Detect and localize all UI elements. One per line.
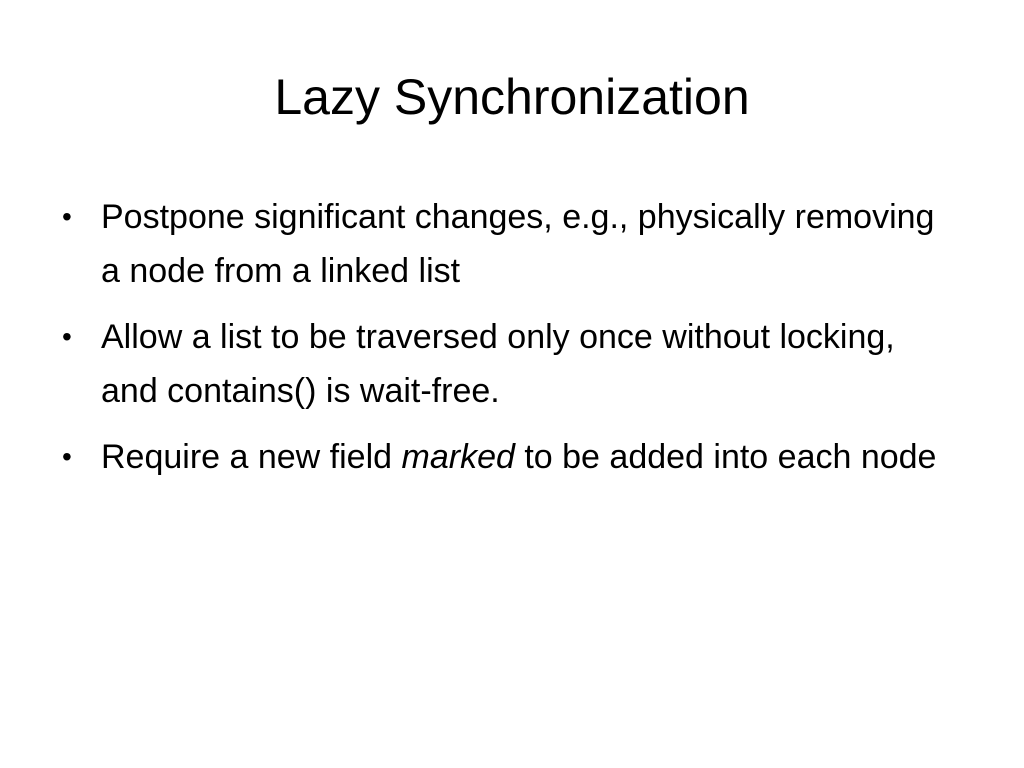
bullet-icon: • — [62, 201, 72, 232]
bullet-item — [56, 430, 956, 484]
bullet-text: Postpone significant changes, e.g., physically removing a node from a linked list — [101, 198, 935, 290]
slide-title: Lazy Synchronization — [274, 69, 750, 125]
bullet-emphasis: marked — [401, 438, 515, 476]
bullet-list — [56, 190, 956, 496]
bullet-text-before: Require a new field — [101, 438, 402, 476]
bullet-icon: • — [62, 441, 72, 472]
bullet-item — [56, 190, 956, 298]
bullet-icon: • — [62, 321, 72, 352]
bullet-text-after: to be added into each node — [514, 438, 937, 476]
bullet-item — [56, 310, 956, 418]
bullet-text: Allow a list to be traversed only once without locking, and contains() is wait-free. — [101, 318, 895, 410]
